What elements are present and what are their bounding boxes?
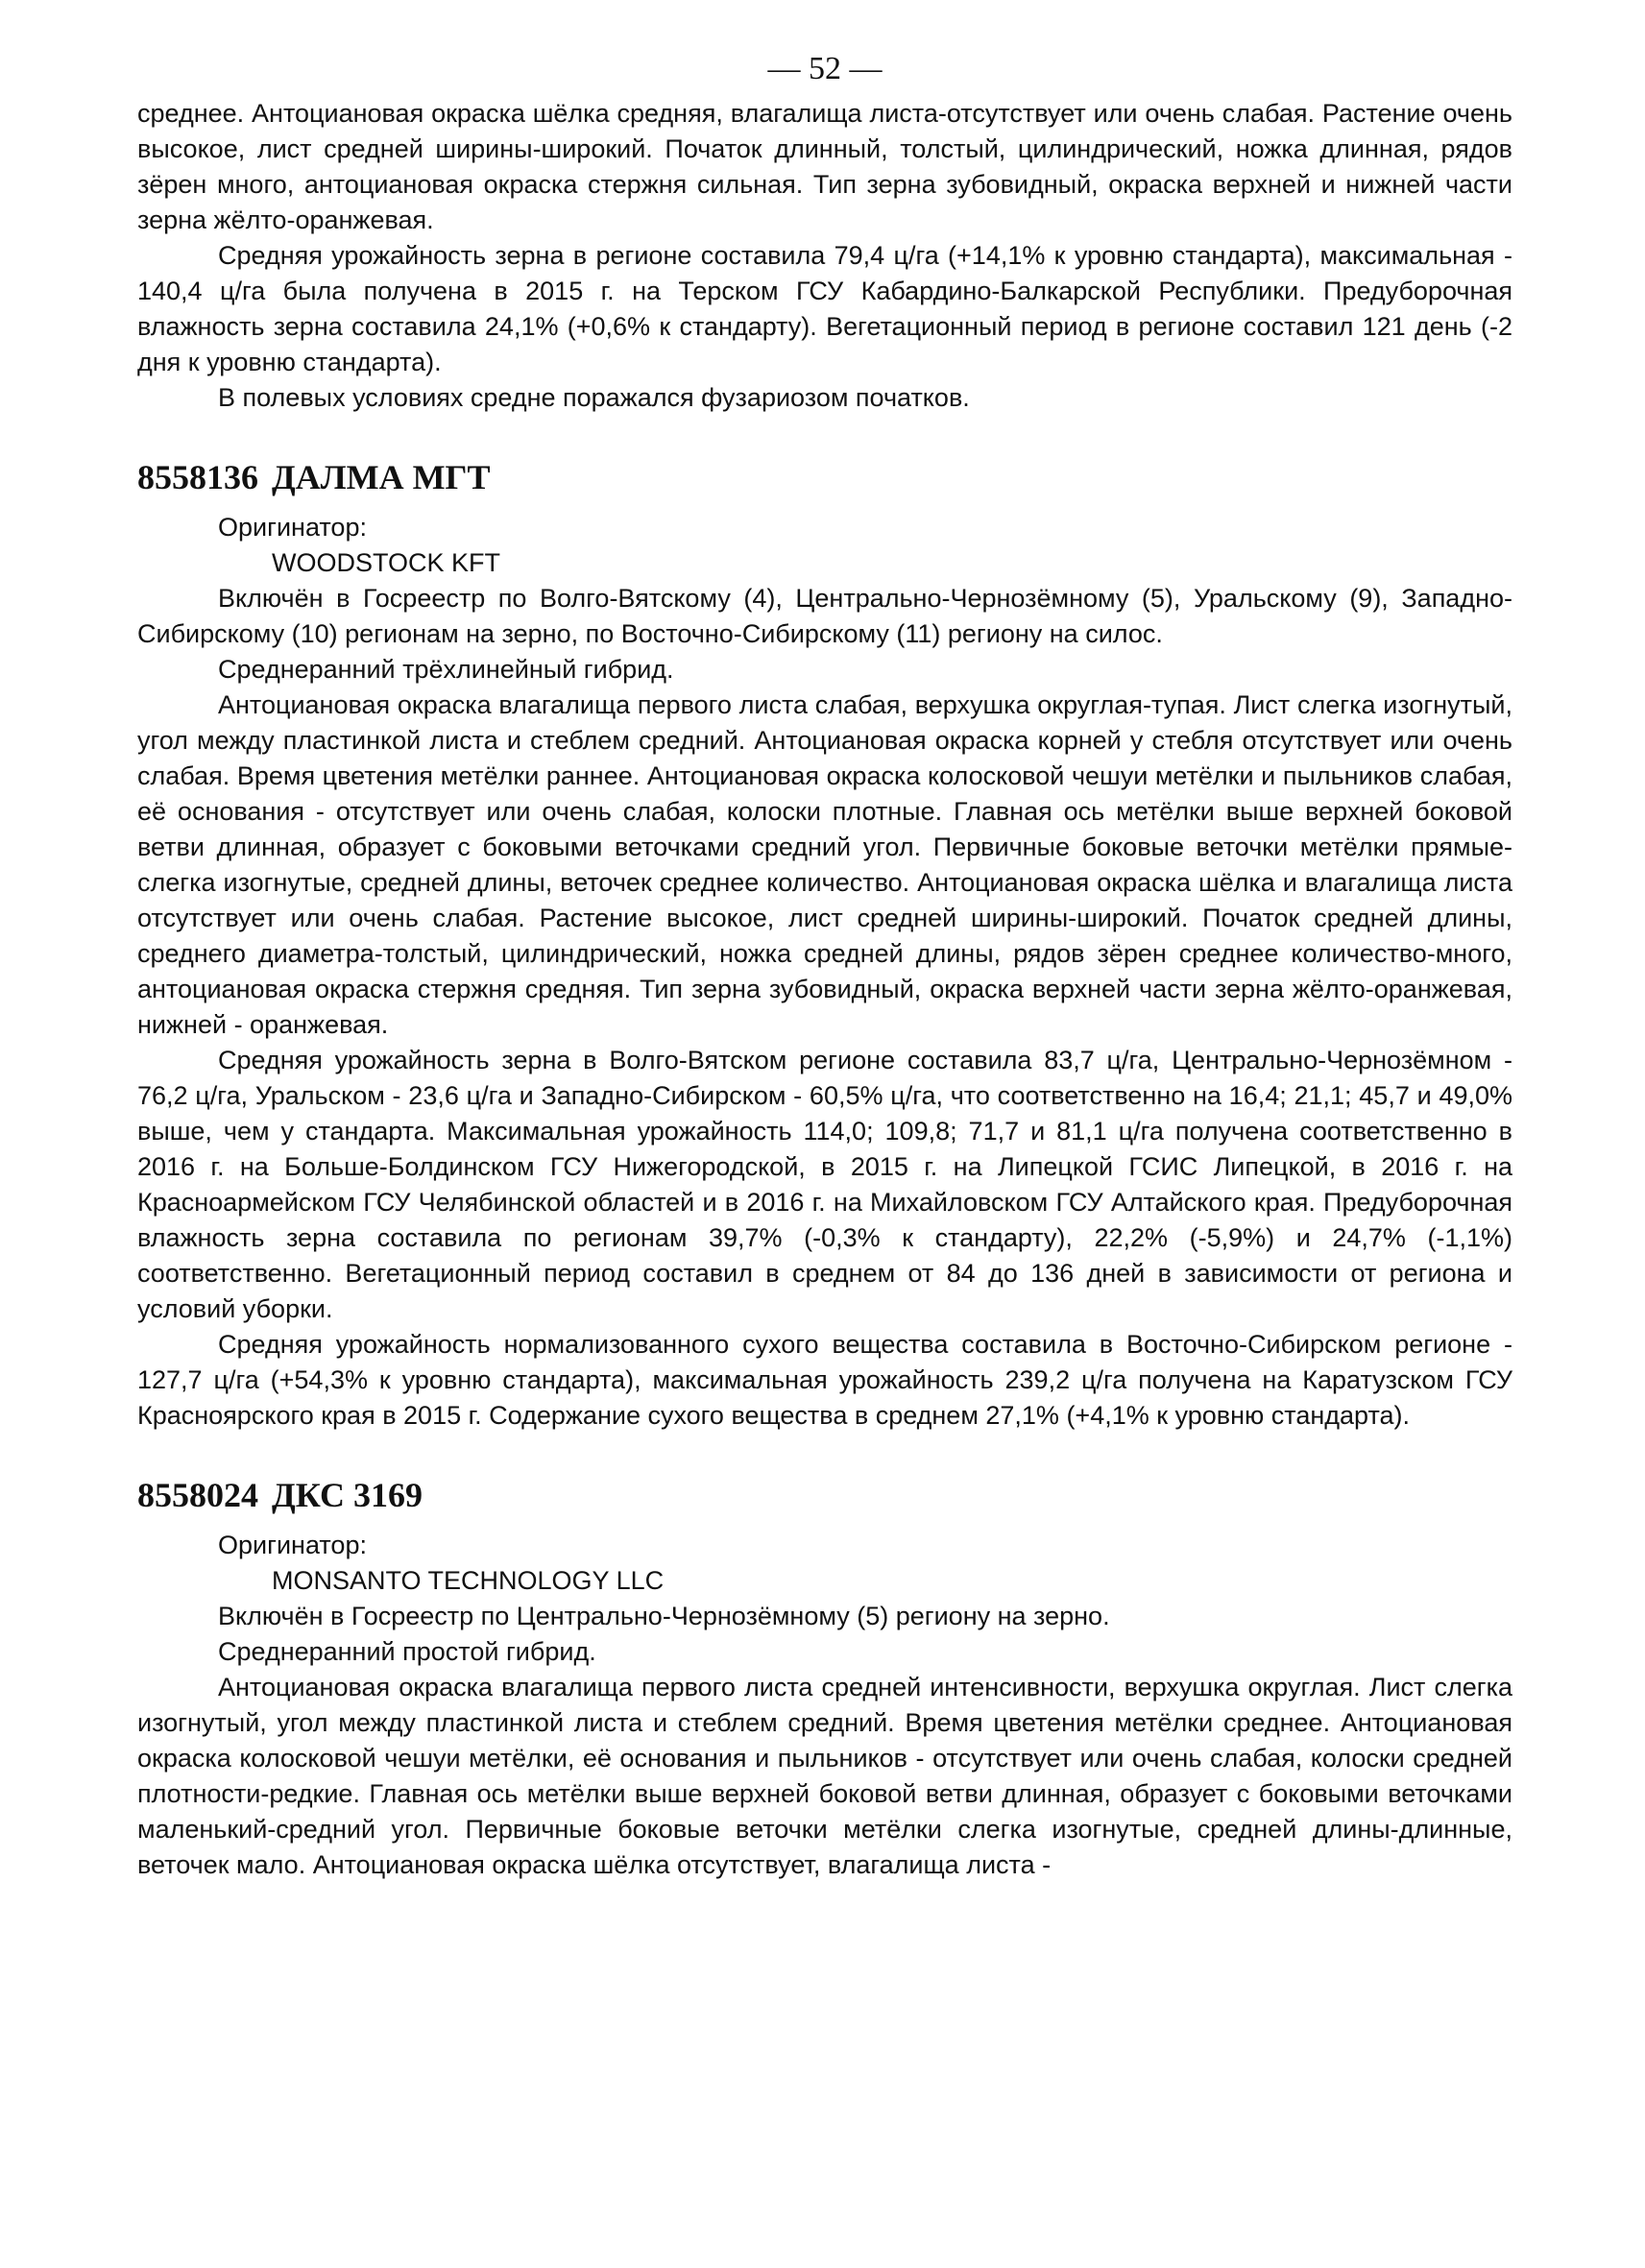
intro-paragraph: среднее. Антоциановая окраска шёлка средняя, влагалища листа-отсутствует или очень слабая. Растение очень высокое, лист средней ширины-широкий. Початок длинный, толстый, цилиндрический, ножка длинная, рядов зёрен много, антоциановая окраска стержня сильная. Тип зерна зубовидный, окраска верхней и нижней части зерна жёлто-оранжевая. <box>137 99 1512 234</box>
intro-disease-paragraph: В полевых условиях средне поражался фузариозом початков. <box>218 383 970 412</box>
yield-paragraph: Средняя урожайность зерна в Волго-Вятском регионе составила 83,7 ц/га, Центрально-Чернозёмном - 76,2 ц/га, Уральском - 23,6 ц/га и Западно-Сибирском - 60,5% ц/га, что соответственно на 16,4; 21,1; 45,7 и 49,0% выше, чем у стандарта. Максимальная урожайность 114,0; 109,8; 71,7 и 81,1 ц/га получена соответственно в 2016 г. на Больше-Болдинском ГСУ Нижегородской, в 2015 г. на Липецкой ГСИС Липецкой, в 2016 г. на Красноармейском ГСУ Челябинской областей и в 2016 г. на Михайловском ГСУ Алтайского края. Предуборочная влажность зерна составила по регионам 39,7% (-0,3% к стандарту), 22,2% (-5,9%) и 24,7% (-1,1%) соответственно. Вегетационный период составил в среднем от 84 до 136 дней в зависимости от региона и условий уборки. <box>137 1046 1512 1323</box>
section-name: ДКС 3169 <box>272 1476 423 1514</box>
hybrid-type-paragraph: Среднеранний простой гибрид. <box>218 1637 596 1666</box>
section-name: ДАЛМА МГТ <box>272 458 491 496</box>
intro-yield-paragraph: Средняя урожайность зерна в регионе составила 79,4 ц/га (+14,1% к уровню стандарта), максимальная - 140,4 ц/га была получена в 2015 г. на Терском ГСУ Кабардино-Балкарской Республики. Предуборочная влажность зерна составила 24,1% (+0,6% к стандарту). Вегетационный период в регионе составил 121 день (-2 дня к уровню стандарта). <box>137 241 1512 376</box>
originator-label: Оригинатор: <box>218 1531 367 1559</box>
document-page <box>137 48 1512 1883</box>
section-code: 8558136 <box>137 458 258 496</box>
page-number: — 52 — <box>767 51 883 86</box>
originator-label: Оригинатор: <box>218 513 367 542</box>
description-paragraph: Антоциановая окраска влагалища первого листа средней интенсивности, верхушка округлая. Лист слегка изогнутый, угол между пластинкой листа и стеблем средний. Время цветения метёлки среднее. Антоциановая окраска колосковой чешуи метёлки, её основания и пыльников - отсутствует или очень слабая, колоски средней плотности-редкие. Главная ось метёлки выше верхней боковой ветви длинная, образует с боковыми веточками маленький-средний угол. Первичные боковые веточки метёлки слегка изогнутые, средней длины-длинные, веточек мало. Антоциановая окраска шёлка отсутствует, влагалища листа - <box>137 1673 1512 1879</box>
originator-name: WOODSTOCK KFT <box>272 548 501 577</box>
originator-name: MONSANTO TECHNOLOGY LLC <box>272 1566 665 1595</box>
section-code: 8558024 <box>137 1476 258 1514</box>
description-paragraph: Антоциановая окраска влагалища первого листа слабая, верхушка округлая-тупая. Лист слегка изогнутый, угол между пластинкой листа и стеблем средний. Антоциановая окраска корней у стебля отсутствует или очень слабая. Время цветения метёлки раннее. Антоциановая окраска колосковой чешуи метёлки и пыльников слабая, её основания - отсутствует или очень слабая, колоски плотные. Главная ось метёлки выше верхней боковой ветви длинная, образует с боковыми веточками средний угол. Первичные боковые веточки метёлки прямые-слегка изогнутые, средней длины, веточек среднее количество. Антоциановая окраска шёлка и влагалища листа отсутствует или очень слабая. Растение высокое, лист средней ширины-широкий. Початок средней длины, среднего диаметра-толстый, цилиндрический, ножка средней длины, рядов зёрен среднее количество-много, антоциановая окраска стержня средняя. Тип зерна зубовидный, окраска верхней части зерна жёлто-оранжевая, нижней - оранжевая. <box>137 690 1512 1039</box>
hybrid-type-paragraph: Среднеранний трёхлинейный гибрид. <box>218 655 674 684</box>
registry-paragraph: Включён в Госреестр по Центрально-Чернозёмному (5) региону на зерно. <box>218 1602 1110 1630</box>
registry-paragraph: Включён в Госреестр по Волго-Вятскому (4), Центрально-Чернозёмному (5), Уральскому (9), Западно-Сибирскому (10) регионам на зерно, по Восточно-Сибирскому (11) региону на силос. <box>137 584 1512 648</box>
section-heading <box>137 1474 1512 1516</box>
section-heading <box>137 456 1512 498</box>
silage-paragraph: Средняя урожайность нормализованного сухого вещества составила в Восточно-Сибирском регионе - 127,7 ц/га (+54,3% к уровню стандарта), максимальная урожайность 239,2 ц/га получена на Каратузском ГСУ Красноярского края в 2015 г. Содержание сухого вещества в среднем 27,1% (+4,1% к уровню стандарта). <box>137 1330 1512 1430</box>
